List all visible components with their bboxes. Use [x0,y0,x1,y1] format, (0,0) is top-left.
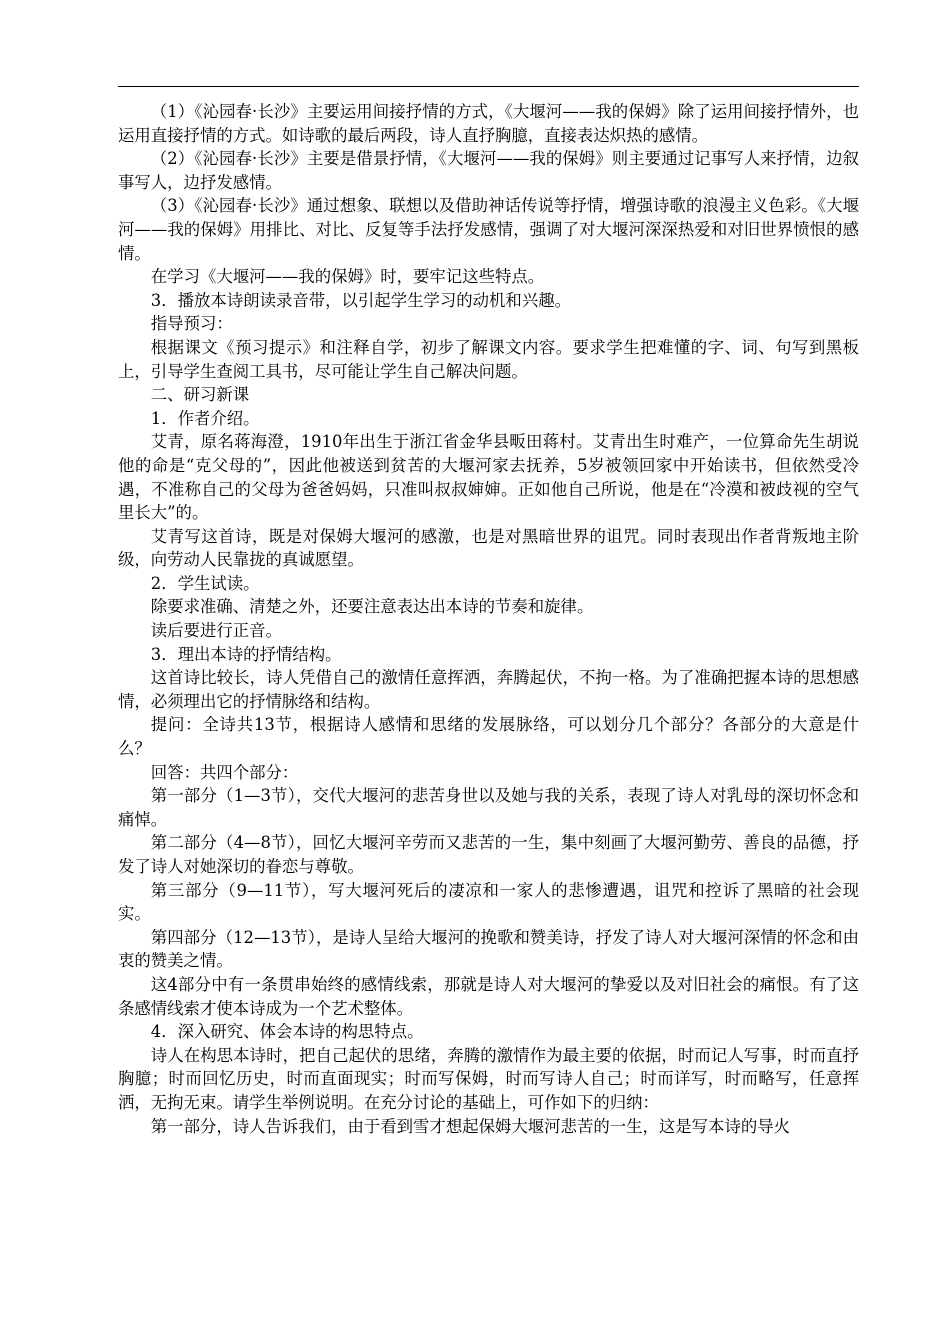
paragraph: 提问：全诗共13节，根据诗人感情和思绪的发展脉络，可以划分几个部分？各部分的大意是什么？ [118,715,859,759]
paragraph: 艾青写这首诗，既是对保姆大堰河的感激，也是对黑暗世界的诅咒。同时表现出作者背叛地主阶级，向劳动人民靠拢的真诚愿望。 [118,526,859,570]
paragraph: 这4部分中有一条贯串始终的感情线索，那就是诗人对大堰河的挚爱以及对旧社会的痛恨。有了这条感情线索才使本诗成为一个艺术整体。 [118,974,859,1018]
paragraph: 这首诗比较长，诗人凭借自己的激情任意挥洒，奔腾起伏，不拘一格。为了准确把握本诗的思想感情，必须理出它的抒情脉络和结构。 [118,668,859,711]
paragraph: 诗人在构思本诗时，把自己起伏的思绪，奔腾的激情作为最主要的依据，时而记人写事，时而直抒胸臆；时而回忆历史，时而直面现实；时而写保姆，时而写诗人自己；时而详写，时而略写，任意挥洒，无拘无束。请学生举例说明。在充分讨论的基础上，可作如下的归纳： [118,1045,859,1112]
paragraph: 第三部分（9—11节），写大堰河死后的凄凉和一家人的悲惨遭遇，诅咒和控诉了黑暗的社会现实。 [118,880,859,924]
paragraph: 第一部分（1—3节），交代大堰河的悲苦身世以及她与我的关系，表现了诗人对乳母的深切怀念和痛悼。 [118,786,859,829]
paragraph: 在学习《大堰河——我的保姆》时，要牢记这些特点。 [150,267,545,287]
paragraph: 第二部分（4—8节），回忆大堰河辛劳而又悲苦的一生，集中刻画了大堰河勤劳、善良的品德，抒发了诗人对她深切的眷恋与尊敬。 [118,833,859,876]
section-heading: 二、研习新课 [150,385,250,405]
paragraph: 3．播放本诗朗读录音带，以引起学生学习的动机和兴趣。 [150,290,571,310]
paragraph: （2）《沁园春·长沙》主要是借景抒情，《大堰河——我的保姆》则主要通过记事写人来抒情，边叙事写人，边抒发感情。 [118,149,859,192]
paragraph: 3．理出本诗的抒情结构。 [150,644,342,664]
paragraph: 根据课文《预习提示》和注释自学，初步了解课文内容。要求学生把难懂的字、词、句写到黑板上，引导学生查阅工具书，尽可能让学生自己解决问题。 [118,337,859,381]
paragraph: 第四部分（12—13节），是诗人呈给大堰河的挽歌和赞美诗，抒发了诗人对大堰河深情的怀念和由衷的赞美之情。 [118,927,859,971]
header-rule [118,86,859,87]
paragraph: 2．学生试读。 [150,573,260,593]
paragraph: 除要求准确、清楚之外，还要注意表达出本诗的节奏和旋律。 [150,597,594,617]
document-body [118,100,859,1138]
paragraph: 回答：共四个部分： [150,762,299,782]
paragraph: 1．作者介绍。 [150,408,260,428]
paragraph: （3）《沁园春·长沙》通过想象、联想以及借助神话传说等抒情，增强诗歌的浪漫主义色彩。《大堰河——我的保姆》用排比、对比、反复等手法抒发感情，强调了对大堰河深深热爱和对旧世界愤恨的感情。 [118,196,859,263]
paragraph: 读后要进行正音。 [150,621,282,641]
paragraph: （1）《沁园春·长沙》主要运用间接抒情的方式，《大堰河——我的保姆》除了运用间接抒情外，也运用直接抒情的方式。如诗歌的最后两段，诗人直抒胸臆，直接表达炽热的感情。 [118,102,859,145]
paragraph: 艾青，原名蒋海澄，1910年出生于浙江省金华县畈田蒋村。艾青出生时难产，一位算命先生胡说他的命是“克父母的”，因此他被送到贫苦的大堰河家去抚养，5岁被领回家中开始读书，但依然受冷遇，不准称自己的父母为爸爸妈妈，只准叫叔叔婶婶。正如他自己所说，他是在“冷漠和被歧视的空气里长大”的。 [118,432,859,523]
paragraph: 指导预习： [150,314,233,334]
paragraph: 4．深入研究、体会本诗的构思特点。 [150,1022,424,1042]
paragraph: 第一部分，诗人告诉我们，由于看到雪才想起保姆大堰河悲苦的一生，这是写本诗的导火 [150,1116,791,1136]
